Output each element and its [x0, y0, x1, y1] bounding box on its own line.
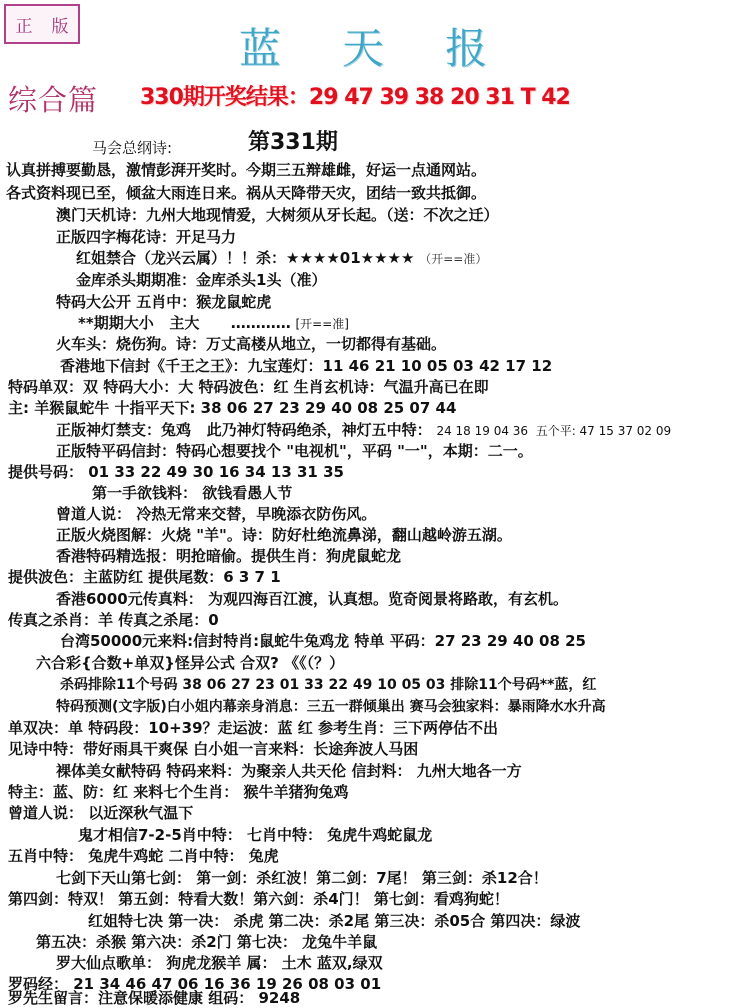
text-line: 六合彩{合数+单双}怪异公式 合双? 《《（？）	[36, 654, 345, 672]
text-line: 七剑下天山第七剑： 第一剑：杀红波！第二剑：7尾！ 第三剑：杀12合！	[56, 869, 548, 887]
text-line: 单双决：单 特码段：10+39？走运波：蓝 红 参考生肖：三下两停估不出	[8, 719, 498, 737]
text-line: 提供号码： 01 33 22 49 30 16 34 13 31 35	[8, 463, 344, 481]
text-segment: （开==准）	[419, 252, 488, 266]
text-line: 提供波色：主蓝防红 提供尾数：6 3 7 1	[8, 568, 281, 586]
text-line: 五肖中特： 兔虎牛鸡蛇 二肖中特： 兔虎	[8, 847, 279, 865]
text-line: 正版特平码信封：特码心想要找个 "电视机"，平码 "一"，本期：二一。	[56, 442, 533, 460]
text-segment: 红姐禁合（龙兴云属）！！杀：★★★★01★★★★	[76, 249, 415, 267]
text-line	[78, 313, 349, 334]
text-line	[76, 248, 487, 269]
poem-line: 各式资料现已至，倾盆大雨连日来。祸从天降带天灾，团结一致共抵御。	[6, 184, 487, 202]
issue-number: 第331期	[248, 130, 338, 155]
text-line: 澳门天机诗：九州大地现情爱，大树须从牙长起。（送：不次之迁）	[56, 206, 499, 224]
text-line: 第一手欲钱料： 欲钱看愚人节	[92, 484, 293, 502]
text-line: 鬼才相信7-2-5肖中特： 七肖中特： 兔虎牛鸡蛇鼠龙	[78, 826, 433, 844]
draw-result: 330期开奖结果：29 47 39 38 20 31 T 42	[140, 85, 570, 110]
text-line: 罗先生留言：注意保暖添健康 组码： 9248	[8, 989, 301, 1007]
text-line: 金库杀头期期准：金库杀头1头（准）	[76, 271, 327, 289]
title-char: 蓝	[238, 24, 285, 73]
text-line: 曾道人说： 以近深秋气温下	[8, 804, 194, 822]
text-line: 曾道人说： 冷热无常来交替，早晚添衣防伤风。	[56, 505, 377, 523]
title-char: 天	[341, 24, 388, 73]
text-line: 裸体美女献特码 特码来料：为聚亲人共天伦 信封料： 九州大地各一方	[56, 762, 522, 780]
text-line: 香港地下信封《千王之王》：九宝莲灯：11 46 21 10 05 03 42 17 12	[60, 357, 553, 375]
text-line: 正版四字梅花诗：开足马力	[56, 228, 237, 246]
text-line: 香港6000元传真料： 为观四海百江渡，认真想。览奇阅景将路敢，有玄机。	[56, 590, 568, 608]
text-line	[56, 420, 671, 441]
text-line: 第五决：杀猴 第六决：杀2门 第七决： 龙兔牛羊鼠	[36, 933, 378, 951]
text-segment: [开==准]	[295, 317, 349, 331]
text-line: 特码大公开 五肖中：猴龙鼠蛇虎	[56, 293, 272, 311]
text-line: 正版火烧图解：火烧 "羊"。诗：防好杜绝流鼻涕，翻山越岭游五湖。	[56, 526, 512, 544]
text-line: 罗码经： 21 34 46 47 06 16 36 19 26 08 03 01	[8, 975, 382, 993]
page-title	[0, 16, 730, 76]
text-line: 见诗中特：带好雨具干爽保 白小姐一言来料：长途奔波人马困	[8, 740, 419, 758]
text-line: 红姐特七决 第一决： 杀虎 第二决：杀2尾 第三决：杀05合 第四决：绿波	[88, 912, 581, 930]
text-line: 罗大仙点歌单： 狗虎龙猴羊 属： 土木 蓝双,绿双	[56, 954, 383, 972]
text-line: 主: 羊猴鼠蛇牛 十指平天下: 38 06 27 23 29 40 08 25 07 44	[8, 399, 457, 417]
stamp-char: 正	[15, 16, 33, 37]
text-line: 杀码排除11个号码 38 06 27 23 01 33 22 49 10 05 03 排除11个号码**蓝，红	[60, 677, 597, 693]
text-line: 第四剑：特双！ 第五剑：特看大数！第六剑：杀4门！ 第七剑：看鸡狗蛇！	[8, 890, 509, 908]
stamp-char: 版	[51, 16, 69, 37]
text-segment: 正版神灯禁支：兔鸡 此乃神灯特码绝杀，神灯五中特：	[56, 421, 432, 439]
text-segment: **期期大小 主大 …………	[78, 314, 291, 332]
text-line: 香港特码精选报：明抢暗偷。提供生肖：狗虎鼠蛇龙	[56, 547, 402, 565]
text-line: 传真之杀肖：羊 传真之杀尾：0	[8, 611, 219, 629]
text-line: 特码单双：双 特码大小：大 特码波色：红 生肖玄机诗：气温升高已在即	[8, 378, 489, 396]
text-line: 火车头：烧伤狗。诗：万丈高楼从地立，一切都得有基础。	[56, 335, 447, 353]
poem-line: 认真拼搏要勤恳，激情彭湃开奖时。今期三五辩雄雌，好运一点通网站。	[6, 161, 487, 179]
section-label: 综合篇	[8, 83, 99, 117]
text-line: 特主：蓝、防：红 来料七个生肖： 猴牛羊猪狗兔鸡	[8, 783, 349, 801]
poem-title: 马会总纲诗:	[92, 139, 173, 157]
text-line: 特码预测(文字版)白小姐内幕亲身消息：三五一群倾巢出 赛马会独家料：暴雨降水水升高	[56, 699, 606, 715]
text-line: 台湾50000元来料:信封特肖:鼠蛇牛兔鸡龙 特单 平码：27 23 29 40 08 25	[60, 632, 586, 650]
text-segment: 24 18 19 04 36 五个平: 47 15 37 02 09	[436, 424, 672, 438]
title-char: 报	[445, 24, 492, 73]
